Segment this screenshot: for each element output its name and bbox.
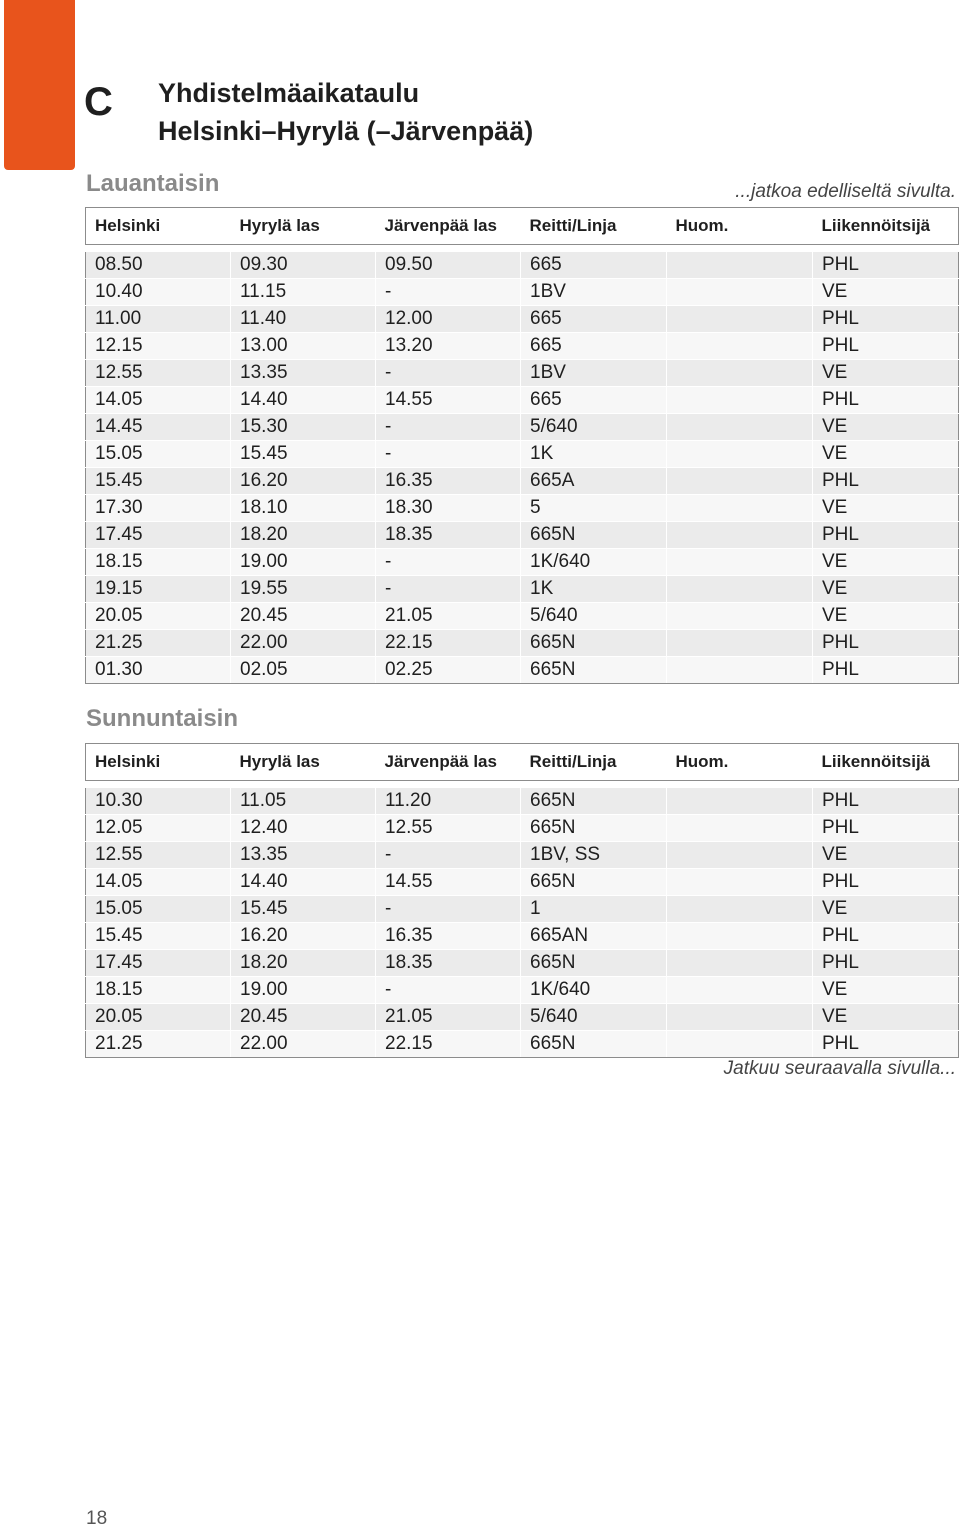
cell-jarvenpaa: 16.35 [376, 923, 521, 950]
cell-hyryla: 20.45 [231, 1004, 376, 1031]
cell-helsinki: 08.50 [86, 252, 231, 279]
cell-operator: PHL [813, 387, 959, 414]
title-line-2: Helsinki–Hyrylä (–Järvenpää) [158, 116, 534, 146]
cell-route: 665AN [521, 923, 667, 950]
continues-next-page-note: Jatkuu seuraavalla sivulla... [723, 1058, 956, 1079]
cell-note [667, 923, 813, 950]
table-row [86, 869, 959, 896]
cell-note [667, 977, 813, 1004]
cell-hyryla: 19.00 [231, 549, 376, 576]
cell-hyryla: 18.20 [231, 950, 376, 977]
cell-helsinki: 12.15 [86, 333, 231, 360]
cell-jarvenpaa: - [376, 977, 521, 1004]
cell-helsinki: 21.25 [86, 1031, 231, 1058]
cell-hyryla: 14.40 [231, 387, 376, 414]
cell-helsinki: 11.00 [86, 306, 231, 333]
cell-jarvenpaa: 13.20 [376, 333, 521, 360]
cell-helsinki: 19.15 [86, 576, 231, 603]
cell-hyryla: 11.05 [231, 788, 376, 815]
cell-helsinki: 15.45 [86, 468, 231, 495]
cell-note [667, 414, 813, 441]
cell-helsinki: 17.45 [86, 522, 231, 549]
cell-hyryla: 20.45 [231, 603, 376, 630]
table-row [86, 495, 959, 522]
cell-helsinki: 01.30 [86, 657, 231, 684]
spacer-cell [86, 245, 959, 253]
cell-note [667, 360, 813, 387]
cell-operator: VE [813, 279, 959, 306]
col-header-route: Reitti/Linja [521, 208, 667, 245]
cell-note [667, 495, 813, 522]
col-header-helsinki: Helsinki [86, 208, 231, 245]
cell-route: 665N [521, 657, 667, 684]
cell-route: 665N [521, 788, 667, 815]
cell-operator: VE [813, 842, 959, 869]
cell-operator: PHL [813, 333, 959, 360]
cell-jarvenpaa: - [376, 576, 521, 603]
table-row [86, 815, 959, 842]
cell-helsinki: 15.05 [86, 441, 231, 468]
cell-hyryla: 12.40 [231, 815, 376, 842]
spacer-cell [86, 781, 959, 789]
cell-route: 1K/640 [521, 549, 667, 576]
cell-note [667, 896, 813, 923]
header-row [86, 208, 959, 245]
cell-route: 5 [521, 495, 667, 522]
cell-route: 665 [521, 306, 667, 333]
col-header-note: Huom. [667, 744, 813, 781]
col-header-operator: Liikennöitsijä [813, 208, 959, 245]
table-row [86, 387, 959, 414]
cell-note [667, 441, 813, 468]
cell-jarvenpaa: 14.55 [376, 387, 521, 414]
cell-jarvenpaa: 18.35 [376, 950, 521, 977]
cell-hyryla: 22.00 [231, 630, 376, 657]
cell-hyryla: 02.05 [231, 657, 376, 684]
cell-note [667, 387, 813, 414]
col-header-helsinki: Helsinki [86, 744, 231, 781]
cell-operator: VE [813, 495, 959, 522]
col-header-route: Reitti/Linja [521, 744, 667, 781]
cell-hyryla: 13.35 [231, 360, 376, 387]
cell-hyryla: 13.00 [231, 333, 376, 360]
table-row [86, 414, 959, 441]
table-row [86, 468, 959, 495]
cell-route: 665N [521, 815, 667, 842]
cell-route: 1K [521, 441, 667, 468]
cell-jarvenpaa: 11.20 [376, 788, 521, 815]
cell-note [667, 468, 813, 495]
table-row [86, 923, 959, 950]
cell-operator: PHL [813, 788, 959, 815]
saturday-timetable [85, 207, 959, 684]
cell-jarvenpaa: 09.50 [376, 252, 521, 279]
cell-operator: VE [813, 549, 959, 576]
cell-operator: PHL [813, 869, 959, 896]
cell-hyryla: 22.00 [231, 1031, 376, 1058]
table-row [86, 842, 959, 869]
cell-operator: PHL [813, 923, 959, 950]
cell-jarvenpaa: - [376, 360, 521, 387]
cell-helsinki: 12.55 [86, 360, 231, 387]
cell-jarvenpaa: 21.05 [376, 1004, 521, 1031]
cell-jarvenpaa: 21.05 [376, 603, 521, 630]
sunday-timetable [85, 743, 959, 1058]
cell-jarvenpaa: 18.30 [376, 495, 521, 522]
cell-route: 1BV [521, 360, 667, 387]
cell-route: 665 [521, 252, 667, 279]
table-row [86, 360, 959, 387]
cell-route: 665N [521, 869, 667, 896]
table-row [86, 576, 959, 603]
cell-helsinki: 15.05 [86, 896, 231, 923]
cell-route: 5/640 [521, 1004, 667, 1031]
cell-note [667, 603, 813, 630]
cell-jarvenpaa: - [376, 842, 521, 869]
col-header-hyryla: Hyrylä las [231, 744, 376, 781]
cell-route: 665N [521, 522, 667, 549]
cell-hyryla: 15.30 [231, 414, 376, 441]
table-row [86, 1031, 959, 1058]
cell-note [667, 657, 813, 684]
cell-operator: PHL [813, 630, 959, 657]
cell-operator: VE [813, 441, 959, 468]
cell-helsinki: 20.05 [86, 1004, 231, 1031]
cell-note [667, 306, 813, 333]
cell-operator: VE [813, 360, 959, 387]
cell-note [667, 950, 813, 977]
section-tab-marker [4, 0, 75, 170]
col-header-jarvenpaa: Järvenpää las [376, 744, 521, 781]
cell-helsinki: 21.25 [86, 630, 231, 657]
page-number: 18 [86, 1508, 108, 1529]
cell-hyryla: 16.20 [231, 468, 376, 495]
col-header-note: Huom. [667, 208, 813, 245]
cell-route: 1 [521, 896, 667, 923]
col-header-hyryla: Hyrylä las [231, 208, 376, 245]
cell-helsinki: 12.05 [86, 815, 231, 842]
cell-operator: VE [813, 414, 959, 441]
table-row [86, 333, 959, 360]
cell-helsinki: 14.05 [86, 869, 231, 896]
cell-operator: PHL [813, 468, 959, 495]
cell-hyryla: 14.40 [231, 869, 376, 896]
cell-route: 1BV, SS [521, 842, 667, 869]
section-letter: C [84, 80, 113, 124]
table-row [86, 279, 959, 306]
cell-jarvenpaa: 14.55 [376, 869, 521, 896]
cell-route: 1K [521, 576, 667, 603]
cell-helsinki: 17.45 [86, 950, 231, 977]
cell-jarvenpaa: - [376, 441, 521, 468]
table-row [86, 252, 959, 279]
table-row [86, 630, 959, 657]
cell-route: 665N [521, 1031, 667, 1058]
title-line-1: Yhdistelmäaikataulu [158, 78, 420, 108]
cell-note [667, 549, 813, 576]
cell-jarvenpaa: 12.55 [376, 815, 521, 842]
cell-route: 665 [521, 333, 667, 360]
col-header-jarvenpaa: Järvenpää las [376, 208, 521, 245]
cell-hyryla: 15.45 [231, 896, 376, 923]
table-row [86, 1004, 959, 1031]
cell-hyryla: 15.45 [231, 441, 376, 468]
cell-note [667, 842, 813, 869]
cell-jarvenpaa: 02.25 [376, 657, 521, 684]
cell-operator: PHL [813, 657, 959, 684]
header-spacer [86, 781, 959, 789]
cell-hyryla: 18.20 [231, 522, 376, 549]
cell-helsinki: 10.30 [86, 788, 231, 815]
cell-hyryla: 18.10 [231, 495, 376, 522]
cell-hyryla: 11.15 [231, 279, 376, 306]
cell-helsinki: 12.55 [86, 842, 231, 869]
cell-jarvenpaa: 22.15 [376, 630, 521, 657]
header-row [86, 744, 959, 781]
cell-note [667, 576, 813, 603]
cell-route: 5/640 [521, 603, 667, 630]
cell-route: 1K/640 [521, 977, 667, 1004]
table-row [86, 522, 959, 549]
cell-operator: PHL [813, 522, 959, 549]
sunday-heading: Sunnuntaisin [86, 705, 238, 732]
cell-jarvenpaa: 18.35 [376, 522, 521, 549]
cell-note [667, 279, 813, 306]
cell-route: 1BV [521, 279, 667, 306]
cell-note [667, 869, 813, 896]
cell-hyryla: 16.20 [231, 923, 376, 950]
table-row [86, 950, 959, 977]
cell-operator: PHL [813, 1031, 959, 1058]
cell-jarvenpaa: - [376, 549, 521, 576]
cell-hyryla: 19.55 [231, 576, 376, 603]
continued-note: ...jatkoa edelliseltä sivulta. [735, 181, 956, 202]
col-header-operator: Liikennöitsijä [813, 744, 959, 781]
cell-operator: VE [813, 896, 959, 923]
cell-note [667, 1004, 813, 1031]
cell-route: 665N [521, 630, 667, 657]
table-row [86, 657, 959, 684]
cell-route: 665N [521, 950, 667, 977]
cell-jarvenpaa: 12.00 [376, 306, 521, 333]
table-row [86, 896, 959, 923]
cell-note [667, 788, 813, 815]
cell-note [667, 630, 813, 657]
cell-operator: PHL [813, 815, 959, 842]
cell-route: 5/640 [521, 414, 667, 441]
cell-operator: VE [813, 603, 959, 630]
cell-operator: VE [813, 977, 959, 1004]
table-row [86, 603, 959, 630]
cell-helsinki: 20.05 [86, 603, 231, 630]
cell-helsinki: 10.40 [86, 279, 231, 306]
cell-hyryla: 13.35 [231, 842, 376, 869]
header-spacer [86, 245, 959, 253]
cell-operator: PHL [813, 252, 959, 279]
cell-jarvenpaa: - [376, 896, 521, 923]
cell-hyryla: 19.00 [231, 977, 376, 1004]
cell-operator: VE [813, 1004, 959, 1031]
cell-helsinki: 14.05 [86, 387, 231, 414]
cell-note [667, 252, 813, 279]
cell-route: 665 [521, 387, 667, 414]
cell-route: 665A [521, 468, 667, 495]
cell-helsinki: 18.15 [86, 977, 231, 1004]
cell-jarvenpaa: - [376, 414, 521, 441]
cell-helsinki: 17.30 [86, 495, 231, 522]
cell-operator: PHL [813, 950, 959, 977]
cell-jarvenpaa: - [376, 279, 521, 306]
cell-jarvenpaa: 22.15 [376, 1031, 521, 1058]
table-row [86, 788, 959, 815]
cell-hyryla: 09.30 [231, 252, 376, 279]
cell-note [667, 1031, 813, 1058]
table-row [86, 977, 959, 1004]
cell-operator: VE [813, 576, 959, 603]
cell-helsinki: 14.45 [86, 414, 231, 441]
cell-note [667, 522, 813, 549]
table-row [86, 306, 959, 333]
cell-hyryla: 11.40 [231, 306, 376, 333]
cell-helsinki: 18.15 [86, 549, 231, 576]
cell-note [667, 815, 813, 842]
page-title [158, 74, 533, 150]
cell-note [667, 333, 813, 360]
saturday-heading: Lauantaisin [86, 170, 220, 197]
cell-jarvenpaa: 16.35 [376, 468, 521, 495]
table-row [86, 441, 959, 468]
table-row [86, 549, 959, 576]
cell-operator: PHL [813, 306, 959, 333]
cell-helsinki: 15.45 [86, 923, 231, 950]
